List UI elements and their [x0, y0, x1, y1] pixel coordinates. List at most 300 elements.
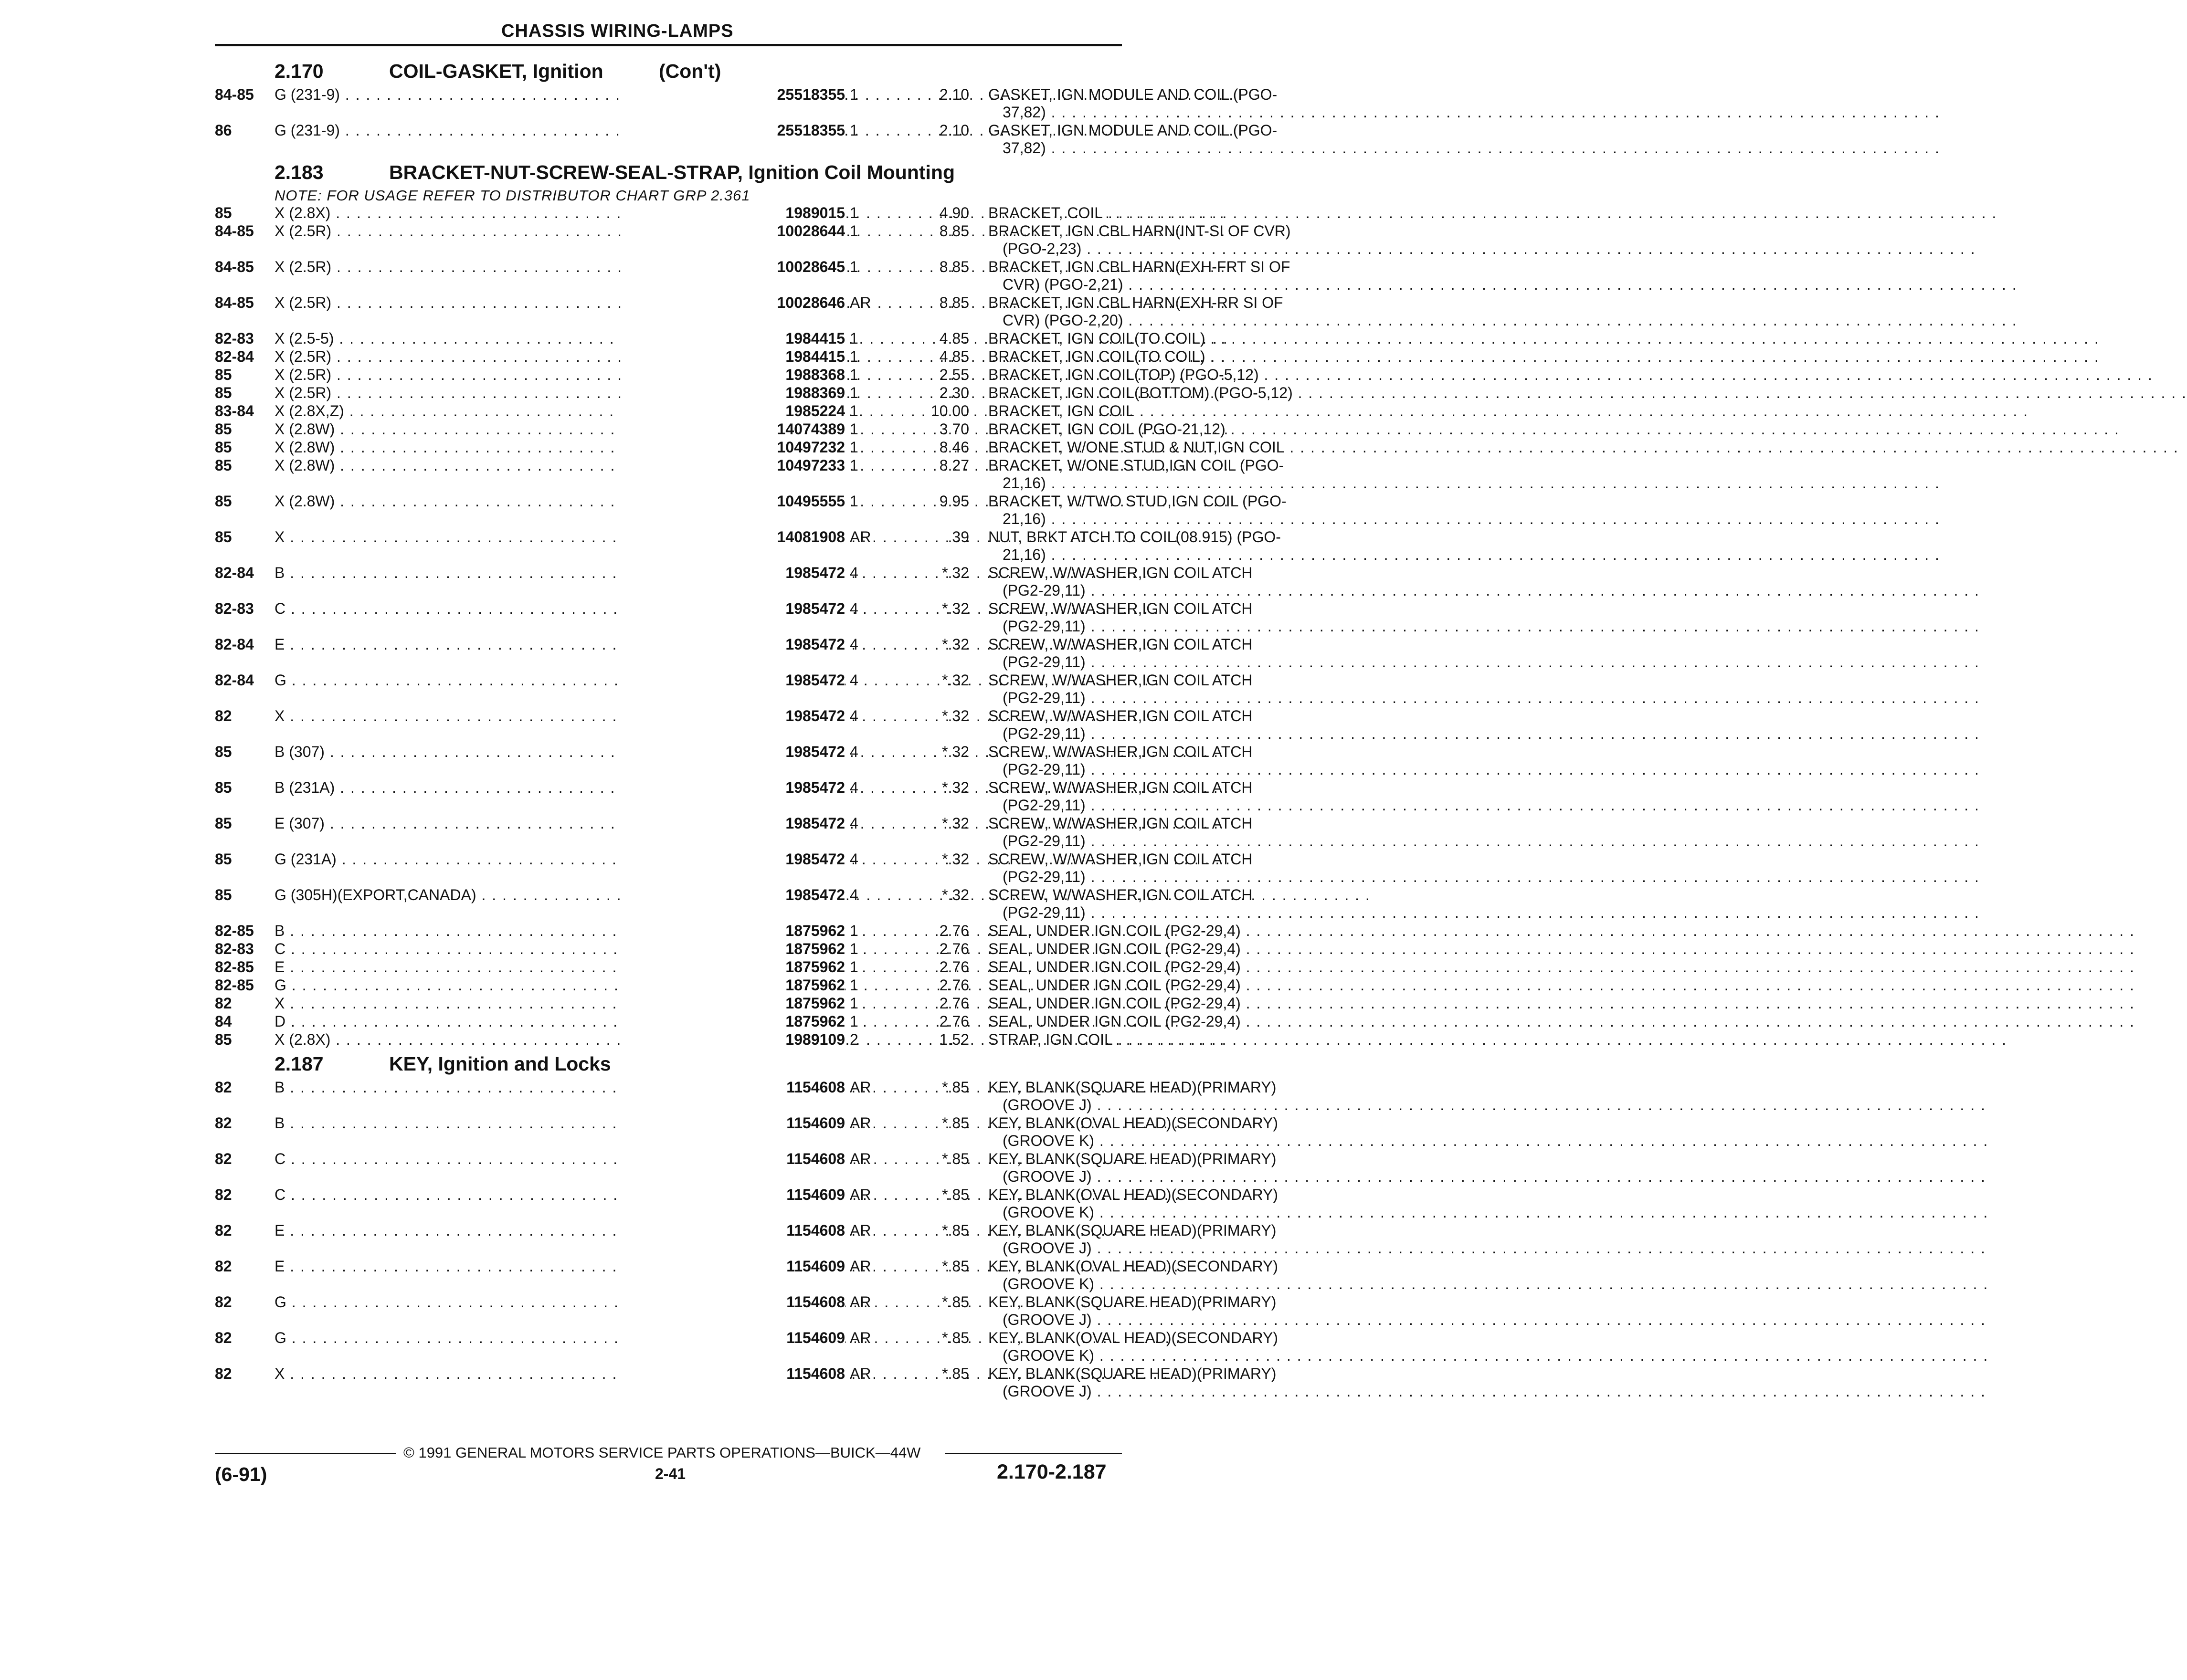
part-year: 82-83	[215, 600, 254, 617]
page-number: 2-41	[655, 1465, 686, 1482]
part-price: 4.90	[939, 204, 969, 221]
part-model-text: X	[275, 528, 285, 546]
part-model-text: G	[275, 976, 286, 994]
part-description-text: SCREW, W/WASHER,IGN COIL ATCH	[988, 850, 1253, 868]
part-description-continued-text: 21,16)	[1003, 474, 1046, 492]
part-price: *.32	[942, 672, 969, 689]
part-description	[988, 1114, 1332, 1132]
part-year: 82-84	[215, 636, 254, 653]
part-year: 85	[215, 204, 232, 221]
part-description-text: KEY, BLANK(SQUARE HEAD)(PRIMARY)	[988, 1079, 1277, 1096]
part-quantity: AR	[850, 1222, 871, 1239]
part-price: 4.85	[939, 330, 969, 347]
part-row	[215, 1222, 1277, 1258]
part-year: 82	[215, 1079, 232, 1096]
part-year: 84-85	[215, 258, 254, 275]
part-year: 82	[215, 1293, 232, 1311]
part-model-text: B	[275, 564, 285, 581]
part-description-continued	[1003, 276, 1332, 294]
part-model-text: B (231A)	[275, 779, 335, 796]
part-quantity: 4	[850, 886, 858, 903]
part-price: 2.76	[939, 958, 969, 976]
part-model-text: X (2.8W)	[275, 457, 335, 474]
part-quantity: AR	[850, 1329, 871, 1346]
part-price: 1.52	[939, 1031, 969, 1048]
part-model-text: X (2.8W)	[275, 493, 335, 510]
section-range: 2.170-2.187	[997, 1460, 1107, 1483]
section-header	[215, 56, 1122, 86]
part-row	[215, 707, 1253, 743]
part-quantity: 1	[850, 922, 858, 939]
part-number: 1154609	[621, 1186, 845, 1204]
part-description-text: BRACKET, IGN COIL(TO COIL)	[988, 330, 1205, 347]
part-model-text: E (307)	[275, 815, 325, 832]
part-year: 85	[215, 743, 232, 760]
part-number: 1154608	[621, 1150, 845, 1168]
part-description	[988, 366, 1332, 384]
section-note: NOTE: FOR USAGE REFER TO DISTRIBUTOR CHART GRP 2.361	[275, 187, 750, 204]
part-description-text: BRACKET, IGN COIL(TOP) (PGO-5,12)	[988, 366, 1259, 383]
part-description-continued-text: (PGO-2,23)	[1003, 240, 1082, 257]
part-number: 1985472	[621, 779, 845, 797]
part-year: 82-85	[215, 976, 254, 994]
part-quantity: AR	[850, 1079, 871, 1096]
part-description-text: BRACKET, IGN COIL(BOTTOM) (PGO-5,12)	[988, 384, 1293, 401]
part-description-continued	[1003, 1239, 1332, 1257]
part-year: 82-83	[215, 940, 254, 957]
part-row	[215, 204, 1122, 222]
part-description-text: SEAL, UNDER IGN COIL (PG2-29,4)	[988, 940, 1241, 957]
part-price: *.32	[942, 886, 969, 903]
part-description-continued-text: 21,16)	[1003, 510, 1046, 527]
part-row	[215, 564, 1253, 600]
part-row	[215, 348, 1205, 366]
part-description-text: BRACKET, IGN CBL HARN(INT-SI OF CVR)	[988, 222, 1291, 240]
part-description	[988, 743, 1332, 761]
part-description-text: KEY, BLANK(OVAL HEAD)(SECONDARY)	[988, 1258, 1278, 1275]
part-description-continued	[1003, 1347, 1332, 1365]
part-description-continued	[1003, 761, 1332, 778]
part-row	[215, 384, 1293, 402]
part-year: 82	[215, 1114, 232, 1132]
part-description-continued-text: (GROOVE K)	[1003, 1204, 1095, 1221]
part-description-continued-text: (PG2-29,11)	[1003, 653, 1086, 671]
part-model-text: E	[275, 958, 285, 976]
part-year: 85	[215, 457, 232, 474]
part-year: 85	[215, 384, 232, 401]
part-row	[215, 850, 1253, 886]
part-description-continued	[1003, 474, 1332, 492]
part-description-continued	[1003, 689, 1332, 707]
part-number: 1985472	[621, 636, 845, 653]
part-price: 8.27	[939, 457, 969, 474]
part-quantity: AR	[850, 1293, 871, 1311]
part-number: 1875962	[621, 940, 845, 958]
part-description	[988, 122, 1332, 139]
part-row	[215, 1258, 1278, 1293]
part-year: 86	[215, 122, 232, 139]
part-price: 9.95	[939, 493, 969, 510]
part-price: 8.46	[939, 439, 969, 456]
part-price: *.85	[942, 1079, 969, 1096]
date-code: (6-91)	[215, 1463, 267, 1485]
part-model-text: X (2.8W)	[275, 420, 335, 438]
part-description	[988, 1150, 1332, 1168]
part-description-continued	[1003, 312, 1332, 329]
part-year: 82-84	[215, 672, 254, 689]
part-number: 1984415	[621, 348, 845, 366]
part-price: 3.70	[939, 420, 969, 438]
part-number: 1154608	[621, 1222, 845, 1239]
part-description-continued-text: (PG2-29,11)	[1003, 904, 1086, 921]
part-description-text: BRACKET, W/ONE STUD & NUT,IGN COIL	[988, 439, 1285, 456]
part-number: 1154609	[621, 1329, 845, 1347]
part-price: *.85	[942, 1186, 969, 1203]
part-quantity: 1	[850, 258, 858, 275]
part-year: 85	[215, 439, 232, 456]
part-model-text: G (231-9)	[275, 122, 340, 139]
part-quantity: 1	[850, 204, 858, 221]
part-quantity: 1	[850, 402, 858, 420]
part-model-text: C	[275, 600, 286, 617]
part-description-text: BRACKET, W/ONE STUD,IGN COIL (PGO-	[988, 457, 1284, 474]
part-model-text: C	[275, 1186, 286, 1203]
part-number: 1985472	[621, 886, 845, 904]
part-description	[988, 1079, 1332, 1096]
part-row	[215, 922, 1241, 940]
part-quantity: 1	[850, 457, 858, 474]
part-description-text: KEY, BLANK(OVAL HEAD)(SECONDARY)	[988, 1186, 1278, 1203]
part-year: 82	[215, 1186, 232, 1203]
title-rule	[215, 44, 1122, 46]
part-row	[215, 366, 1259, 384]
part-description	[988, 1293, 1332, 1311]
part-description-text: KEY, BLANK(SQUARE HEAD)(PRIMARY)	[988, 1365, 1277, 1382]
part-row	[215, 1186, 1278, 1222]
part-description-continued-text: (GROOVE J)	[1003, 1096, 1092, 1113]
part-row	[215, 258, 1290, 294]
part-row	[215, 330, 1205, 348]
part-model-text: B	[275, 922, 285, 939]
part-number: 1985472	[621, 672, 845, 689]
part-description-continued	[1003, 510, 1332, 528]
part-number: 1984415	[621, 330, 845, 347]
part-price: 4.85	[939, 348, 969, 365]
part-description-continued	[1003, 653, 1332, 671]
part-price: 10.00	[930, 402, 969, 420]
part-description-continued-text: (PG2-29,11)	[1003, 868, 1086, 885]
part-model-text: X	[275, 707, 285, 724]
part-description-text: BRACKET, IGN CBL HARN(EXH-FRT SI OF	[988, 258, 1290, 275]
part-number: 1875962	[621, 958, 845, 976]
part-description	[988, 707, 1332, 725]
part-description	[988, 976, 1332, 994]
part-number: 25518355	[621, 122, 845, 139]
section-header	[215, 1049, 1122, 1079]
part-description-continued	[1003, 1311, 1332, 1329]
part-model-text: G	[275, 1329, 286, 1346]
part-model-text: E	[275, 1258, 285, 1275]
part-row	[215, 1079, 1277, 1114]
part-price: *.32	[942, 850, 969, 868]
part-description-text: BRACKET, COIL	[988, 204, 1103, 221]
part-quantity: 1	[850, 86, 858, 103]
part-year: 83-84	[215, 402, 254, 420]
part-model-text: G (231A)	[275, 850, 337, 868]
part-row	[215, 976, 1241, 995]
part-price: *.32	[942, 600, 969, 617]
part-description	[988, 600, 1332, 618]
part-number: 1985472	[621, 564, 845, 582]
part-description-text: KEY, BLANK(OVAL HEAD)(SECONDARY)	[988, 1329, 1278, 1346]
part-model-text: X (2.5R)	[275, 222, 332, 240]
part-description-text: SEAL, UNDER IGN COIL (PG2-29,4)	[988, 1013, 1241, 1030]
part-quantity: 1	[850, 420, 858, 438]
part-number: 14081908	[621, 528, 845, 546]
part-description-continued-text: (PG2-29,11)	[1003, 797, 1086, 814]
part-description-text: SCREW, W/WASHER,IGN COIL ATCH	[988, 743, 1253, 760]
part-number: 10495555	[621, 493, 845, 510]
part-description	[988, 348, 1332, 366]
part-description-continued-text: (PG2-29,11)	[1003, 832, 1086, 850]
part-description	[988, 1222, 1332, 1239]
part-quantity: AR	[850, 1150, 871, 1167]
part-number: 1985472	[621, 815, 845, 832]
part-quantity: AR	[850, 1186, 871, 1203]
part-row	[215, 222, 1291, 258]
part-description-continued	[1003, 582, 1332, 599]
part-year: 84	[215, 1013, 232, 1030]
part-year: 82-85	[215, 958, 254, 976]
part-price: 2.10	[939, 122, 969, 139]
part-model-text: X (2.8W)	[275, 439, 335, 456]
part-description	[988, 1186, 1332, 1204]
part-price: .39	[948, 528, 969, 546]
part-description-text: SCREW, W/WASHER,IGN COIL ATCH	[988, 815, 1253, 832]
part-description	[988, 420, 1332, 438]
part-price: 2.76	[939, 922, 969, 939]
part-row	[215, 958, 1241, 976]
part-year: 84-85	[215, 294, 254, 311]
part-year: 82	[215, 1365, 232, 1382]
part-price: *.32	[942, 707, 969, 724]
part-quantity: 1	[850, 366, 858, 383]
section-number: 2.187	[275, 1053, 324, 1075]
part-number: 1154608	[621, 1293, 845, 1311]
part-description-continued	[1003, 797, 1332, 814]
part-description-text: SCREW, W/WASHER,IGN COIL ATCH	[988, 600, 1253, 617]
part-description	[988, 1365, 1332, 1383]
section-number: 2.183	[275, 161, 324, 183]
part-row	[215, 122, 1278, 158]
part-description	[988, 222, 1332, 240]
part-year: 85	[215, 779, 232, 796]
part-price: 8.85	[939, 258, 969, 275]
part-quantity: 1	[850, 122, 858, 139]
section-number: 2.170	[275, 60, 324, 82]
part-year: 85	[215, 886, 232, 903]
part-quantity: 1	[850, 976, 858, 994]
part-year: 85	[215, 850, 232, 868]
part-price: 2.76	[939, 1013, 969, 1030]
part-description-continued	[1003, 240, 1332, 258]
part-row	[215, 1114, 1278, 1150]
part-description-text: SEAL, UNDER IGN COIL (PG2-29,4)	[988, 976, 1241, 994]
part-number: 1989015	[621, 204, 845, 222]
part-description-text: BRACKET, W/TWO STUD,IGN COIL (PGO-	[988, 493, 1287, 510]
part-model-text: X (2.5R)	[275, 348, 332, 365]
part-number: 1988368	[621, 366, 845, 384]
part-quantity: AR	[850, 294, 871, 311]
part-number: 1875962	[621, 976, 845, 994]
part-description-text: NUT, BRKT ATCH TO COIL(08.915) (PGO-	[988, 528, 1281, 546]
part-description-continued-text: (GROOVE K)	[1003, 1132, 1095, 1149]
part-model-text: G	[275, 672, 286, 689]
part-model-text: X	[275, 995, 285, 1012]
part-model-text: B	[275, 1079, 285, 1096]
part-number: 1875962	[621, 922, 845, 940]
copyright-notice: © 1991 GENERAL MOTORS SERVICE PARTS OPERATIONS—BUICK—44W	[403, 1444, 921, 1461]
part-row	[215, 1013, 1241, 1031]
part-row	[215, 743, 1253, 779]
part-quantity: AR	[850, 1114, 871, 1132]
part-price: 2.55	[939, 366, 969, 383]
part-description-text: SCREW, W/WASHER,IGN COIL ATCH	[988, 636, 1253, 653]
part-quantity: AR	[850, 1365, 871, 1382]
part-row	[215, 420, 1226, 439]
part-quantity: 4	[850, 779, 858, 796]
part-price: *.85	[942, 1293, 969, 1311]
part-description	[988, 995, 1332, 1012]
part-price: *.85	[942, 1222, 969, 1239]
part-description-continued	[1003, 546, 1332, 564]
part-description	[988, 330, 1332, 347]
part-description	[988, 439, 1332, 456]
parts-list	[215, 56, 1293, 1401]
part-year: 85	[215, 493, 232, 510]
part-number: 1985224	[621, 402, 845, 420]
part-model-text: D	[275, 1013, 286, 1030]
part-row	[215, 1031, 1122, 1049]
part-description	[988, 402, 1332, 420]
part-description-text: GASKET, IGN MODULE AND COIL (PGO-	[988, 86, 1278, 103]
part-price: *.85	[942, 1150, 969, 1167]
part-row	[215, 402, 1134, 420]
part-row	[215, 493, 1287, 528]
part-description-continued-text: (GROOVE J)	[1003, 1311, 1092, 1328]
part-model-text: X (2.5R)	[275, 258, 332, 275]
part-description-continued-text: (PG2-29,11)	[1003, 582, 1086, 599]
part-description-text: SCREW, W/WASHER,IGN COIL ATCH	[988, 886, 1253, 903]
section-header	[215, 158, 1122, 187]
part-description-continued-text: 37,82)	[1003, 139, 1046, 157]
part-description-continued	[1003, 104, 1332, 121]
part-model-text: G	[275, 1293, 286, 1311]
part-number: 1985472	[621, 743, 845, 761]
part-description	[988, 922, 1332, 940]
part-row	[215, 886, 1253, 922]
part-quantity: 2	[850, 1031, 858, 1048]
part-year: 82-83	[215, 330, 254, 347]
part-quantity: 1	[850, 940, 858, 957]
part-row	[215, 940, 1241, 958]
part-description-continued-text: 21,16)	[1003, 546, 1046, 563]
part-price: *.32	[942, 779, 969, 796]
part-quantity: 1	[850, 330, 858, 347]
part-description-text: SEAL, UNDER IGN COIL (PG2-29,4)	[988, 995, 1241, 1012]
part-number: 10028644	[621, 222, 845, 240]
part-year: 84-85	[215, 86, 254, 103]
part-price: *.32	[942, 564, 969, 581]
section-title: BRACKET-NUT-SCREW-SEAL-STRAP, Ignition Coil Mounting	[389, 161, 955, 183]
section-title: COIL-GASKET, Ignition	[389, 60, 603, 82]
part-description-text: STRAP, IGN COIL	[988, 1031, 1113, 1048]
part-description	[988, 1013, 1332, 1030]
part-price: *.85	[942, 1329, 969, 1346]
part-quantity: 1	[850, 1013, 858, 1030]
part-description-text: BRACKET, IGN COIL	[988, 402, 1134, 420]
part-description	[988, 886, 1332, 904]
part-description	[988, 958, 1332, 976]
part-model-text: E	[275, 1222, 285, 1239]
part-description	[988, 1258, 1332, 1275]
part-year: 85	[215, 1031, 232, 1048]
part-row	[215, 995, 1241, 1013]
part-description-continued-text: (PG2-29,11)	[1003, 689, 1086, 706]
part-quantity: AR	[850, 528, 871, 546]
part-price: *.32	[942, 743, 969, 760]
part-price: 2.76	[939, 976, 969, 994]
part-quantity: 1	[850, 995, 858, 1012]
part-quantity: AR	[850, 1258, 871, 1275]
part-description	[988, 384, 1332, 402]
part-year: 82	[215, 995, 232, 1012]
part-model-text: G (305H)(EXPORT,CANADA)	[275, 886, 476, 903]
part-description	[988, 457, 1332, 474]
part-year: 82	[215, 1150, 232, 1167]
part-description-continued-text: CVR) (PGO-2,20)	[1003, 312, 1123, 329]
part-description-text: SCREW, W/WASHER,IGN COIL ATCH	[988, 779, 1253, 796]
part-price: *.32	[942, 636, 969, 653]
part-description-continued-text: (PG2-29,11)	[1003, 761, 1086, 778]
part-description-continued	[1003, 1204, 1332, 1221]
part-price: *.85	[942, 1365, 969, 1382]
part-description-text: KEY, BLANK(SQUARE HEAD)(PRIMARY)	[988, 1293, 1277, 1311]
part-year: 84-85	[215, 222, 254, 240]
part-description-continued-text: (GROOVE K)	[1003, 1275, 1095, 1292]
part-description	[988, 1329, 1332, 1347]
part-model-text: X (2.8X,Z)	[275, 402, 344, 420]
part-row	[215, 1365, 1277, 1401]
part-model-text: X (2.5-5)	[275, 330, 334, 347]
part-year: 82	[215, 707, 232, 724]
part-model-text: X (2.5R)	[275, 366, 332, 383]
part-model-text: G (231-9)	[275, 86, 340, 103]
part-quantity: 4	[850, 564, 858, 581]
part-row	[215, 815, 1253, 850]
part-quantity: 1	[850, 348, 858, 365]
part-description-text: SEAL, UNDER IGN COIL (PG2-29,4)	[988, 958, 1241, 976]
part-number: 1985472	[621, 850, 845, 868]
part-row	[215, 86, 1278, 122]
part-description	[988, 850, 1332, 868]
page-title: CHASSIS WIRING-LAMPS	[501, 21, 734, 41]
part-row	[215, 457, 1284, 493]
part-row	[215, 528, 1281, 564]
part-number: 10028645	[621, 258, 845, 276]
part-row	[215, 600, 1253, 636]
part-description	[988, 564, 1332, 582]
